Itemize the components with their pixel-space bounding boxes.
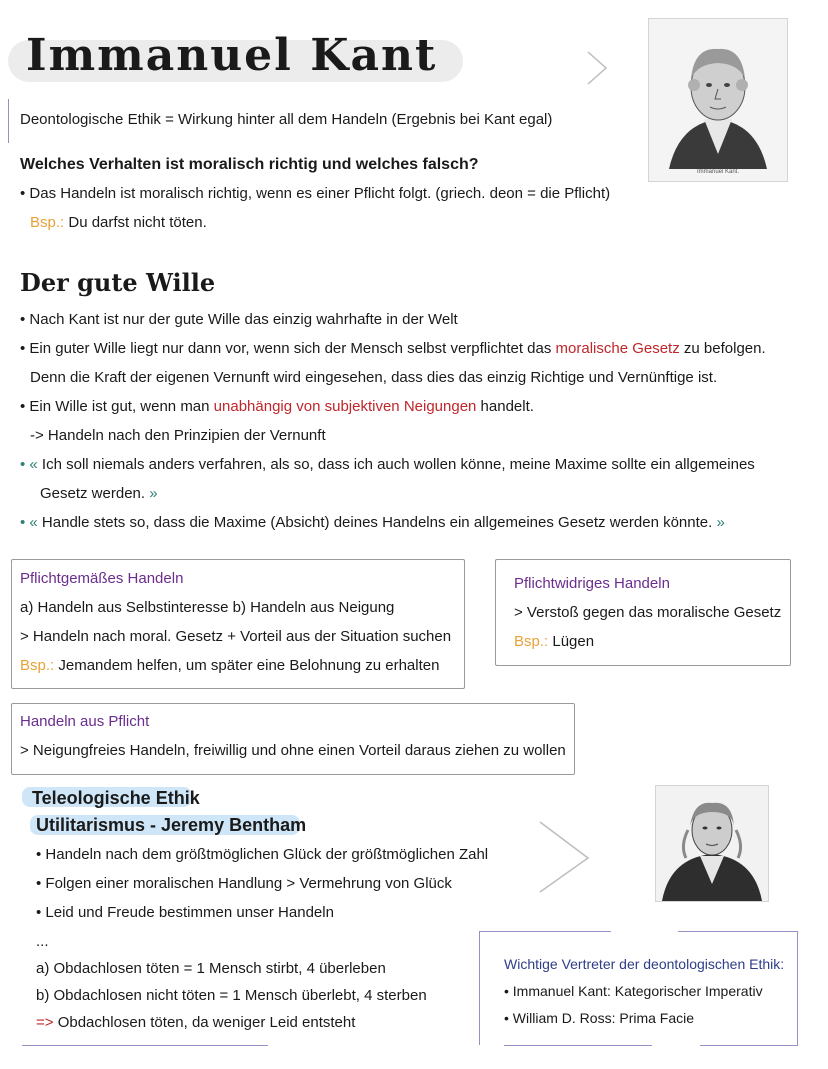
good-will-heading: Der gute Wille xyxy=(20,268,216,297)
answer-text: • Das Handeln ist moralisch richtig, wenn es einer Pflicht folgt. (griech. deon = die Pflicht) xyxy=(20,185,611,202)
kant-portrait xyxy=(648,18,788,182)
good-will-line4 xyxy=(20,399,534,414)
example-text: Du darfst nicht töten. xyxy=(68,214,207,231)
teleology-line3: • Leid und Freude bestimmen unser Handeln xyxy=(36,904,334,921)
good-will-line4-post: handelt. xyxy=(476,398,534,415)
case-b: b) Obdachlosen nicht töten = 1 Mensch überlebt, 4 sterben xyxy=(36,987,427,1004)
representatives-left-rule xyxy=(479,931,480,1045)
quote1-cont: Gesetz werden. xyxy=(40,485,146,502)
good-will-line2-pre: • Ein guter Wille liegt nur dann vor, wenn sich der Mensch selbst verpflichtet das xyxy=(20,340,556,357)
example-line xyxy=(30,215,207,230)
teleology-line1: • Handeln nach dem größtmöglichen Glück der größtmöglichen Zahl xyxy=(36,846,489,863)
example-label: Bsp.: xyxy=(30,214,65,231)
chevron-right-icon xyxy=(584,48,610,88)
bentham-portrait xyxy=(655,785,769,902)
dutiful-action-line2: > Handeln nach moral. Gesetz + Vorteil aus der Situation suchen xyxy=(20,628,452,645)
quote2-line xyxy=(20,515,725,530)
representatives-right-rule xyxy=(797,931,798,1045)
contrary-duty-line1: > Verstoß gegen das moralische Gesetz xyxy=(514,604,782,621)
good-will-line2 xyxy=(20,341,766,356)
good-will-line3: Denn die Kraft der eigenen Vernunft wird eingesehen, dass dies das einzig Richtige und Vernünftige ist. xyxy=(30,369,718,386)
dutiful-action-line1: a) Handeln aus Selbstinteresse b) Handeln aus Neigung xyxy=(20,599,395,616)
dutiful-action-example xyxy=(20,658,439,673)
contrary-example-text: Lügen xyxy=(548,633,595,650)
dutiful-action-title: Pflichtgemäßes Handeln xyxy=(20,570,184,587)
utilitarianism-heading: Utilitarismus - Jeremy Bentham xyxy=(36,815,307,835)
kant-portrait-illustration xyxy=(649,19,787,181)
quote2-open: • « xyxy=(20,514,38,531)
portrait-caption: Immanuel Kant. xyxy=(696,169,740,175)
from-duty-line1: > Neigungfreies Handeln, freiwillig und ohne einen Vorteil daraus ziehen zu wollen xyxy=(20,742,566,759)
conclusion-text: Obdachlosen töten, da weniger Leid entsteht xyxy=(53,1014,356,1031)
definition-rule xyxy=(8,99,9,143)
representative-kant: • Immanuel Kant: Kategorischer Imperativ xyxy=(504,983,763,999)
representatives-bottom-rule-a xyxy=(504,1045,652,1046)
definition-text: Deontologische Ethik = Wirkung hinter all dem Handeln (Ergebnis bei Kant egal) xyxy=(20,111,553,128)
conclusion-arrow: => xyxy=(36,1014,54,1031)
teleology-ellipsis: ... xyxy=(36,933,49,950)
contrary-duty-example xyxy=(514,634,594,649)
representatives-top-rule-b xyxy=(678,931,798,932)
from-duty-title: Handeln aus Pflicht xyxy=(20,713,150,730)
page-title: Immanuel Kant xyxy=(26,30,438,81)
chevron-right-icon-2 xyxy=(536,818,592,896)
quote1-text: Ich soll niemals anders verfahren, als so, dass ich auch wollen könne, meine Maxime sollte ein allgemeines xyxy=(37,456,755,473)
good-will-line2-post: zu befolgen. xyxy=(679,340,766,357)
quote1-open: • « xyxy=(20,456,38,473)
quote1-cont-line xyxy=(40,486,158,501)
quote1-line xyxy=(20,457,755,472)
representatives-bottom-rule-b xyxy=(700,1045,798,1046)
quote1-close: » xyxy=(145,485,158,502)
case-a: a) Obdachlosen töten = 1 Mensch stirbt, 4 überleben xyxy=(36,960,386,977)
good-will-line4-pre: • Ein Wille ist gut, wenn man xyxy=(20,398,214,415)
dutiful-example-text: Jemandem helfen, um später eine Belohnung zu erhalten xyxy=(54,657,440,674)
contrary-example-label: Bsp.: xyxy=(514,633,549,650)
contrary-duty-title: Pflichtwidriges Handeln xyxy=(514,575,670,592)
teleology-line2: • Folgen einer moralischen Handlung > Vermehrung von Glück xyxy=(36,875,452,892)
representative-ross: • William D. Ross: Prima Facie xyxy=(504,1010,695,1026)
representatives-title: Wichtige Vertreter der deontologischen Ethik: xyxy=(504,956,785,972)
question-heading: Welches Verhalten ist moralisch richtig und welches falsch? xyxy=(20,156,479,173)
representatives-top-rule-a xyxy=(479,931,611,932)
bottom-rule-left xyxy=(22,1045,268,1046)
quote2-text: Handle stets so, dass die Maxime (Absicht) deines Handelns ein allgemeines Gesetz werden könnte. xyxy=(37,514,713,531)
good-will-line5: -> Handeln nach den Prinzipien der Vernunft xyxy=(30,427,326,444)
conclusion-line xyxy=(36,1015,355,1030)
quote2-close: » xyxy=(712,514,725,531)
dutiful-example-label: Bsp.: xyxy=(20,657,55,674)
moral-law-term: moralische Gesetz xyxy=(555,340,680,357)
good-will-line1: • Nach Kant ist nur der gute Wille das einzig wahrhafte in der Welt xyxy=(20,311,458,328)
teleology-heading: Teleologische Ethik xyxy=(32,788,200,808)
subjective-inclination-term: unabhängig von subjektiven Neigungen xyxy=(213,398,477,415)
bentham-portrait-illustration xyxy=(656,786,768,901)
